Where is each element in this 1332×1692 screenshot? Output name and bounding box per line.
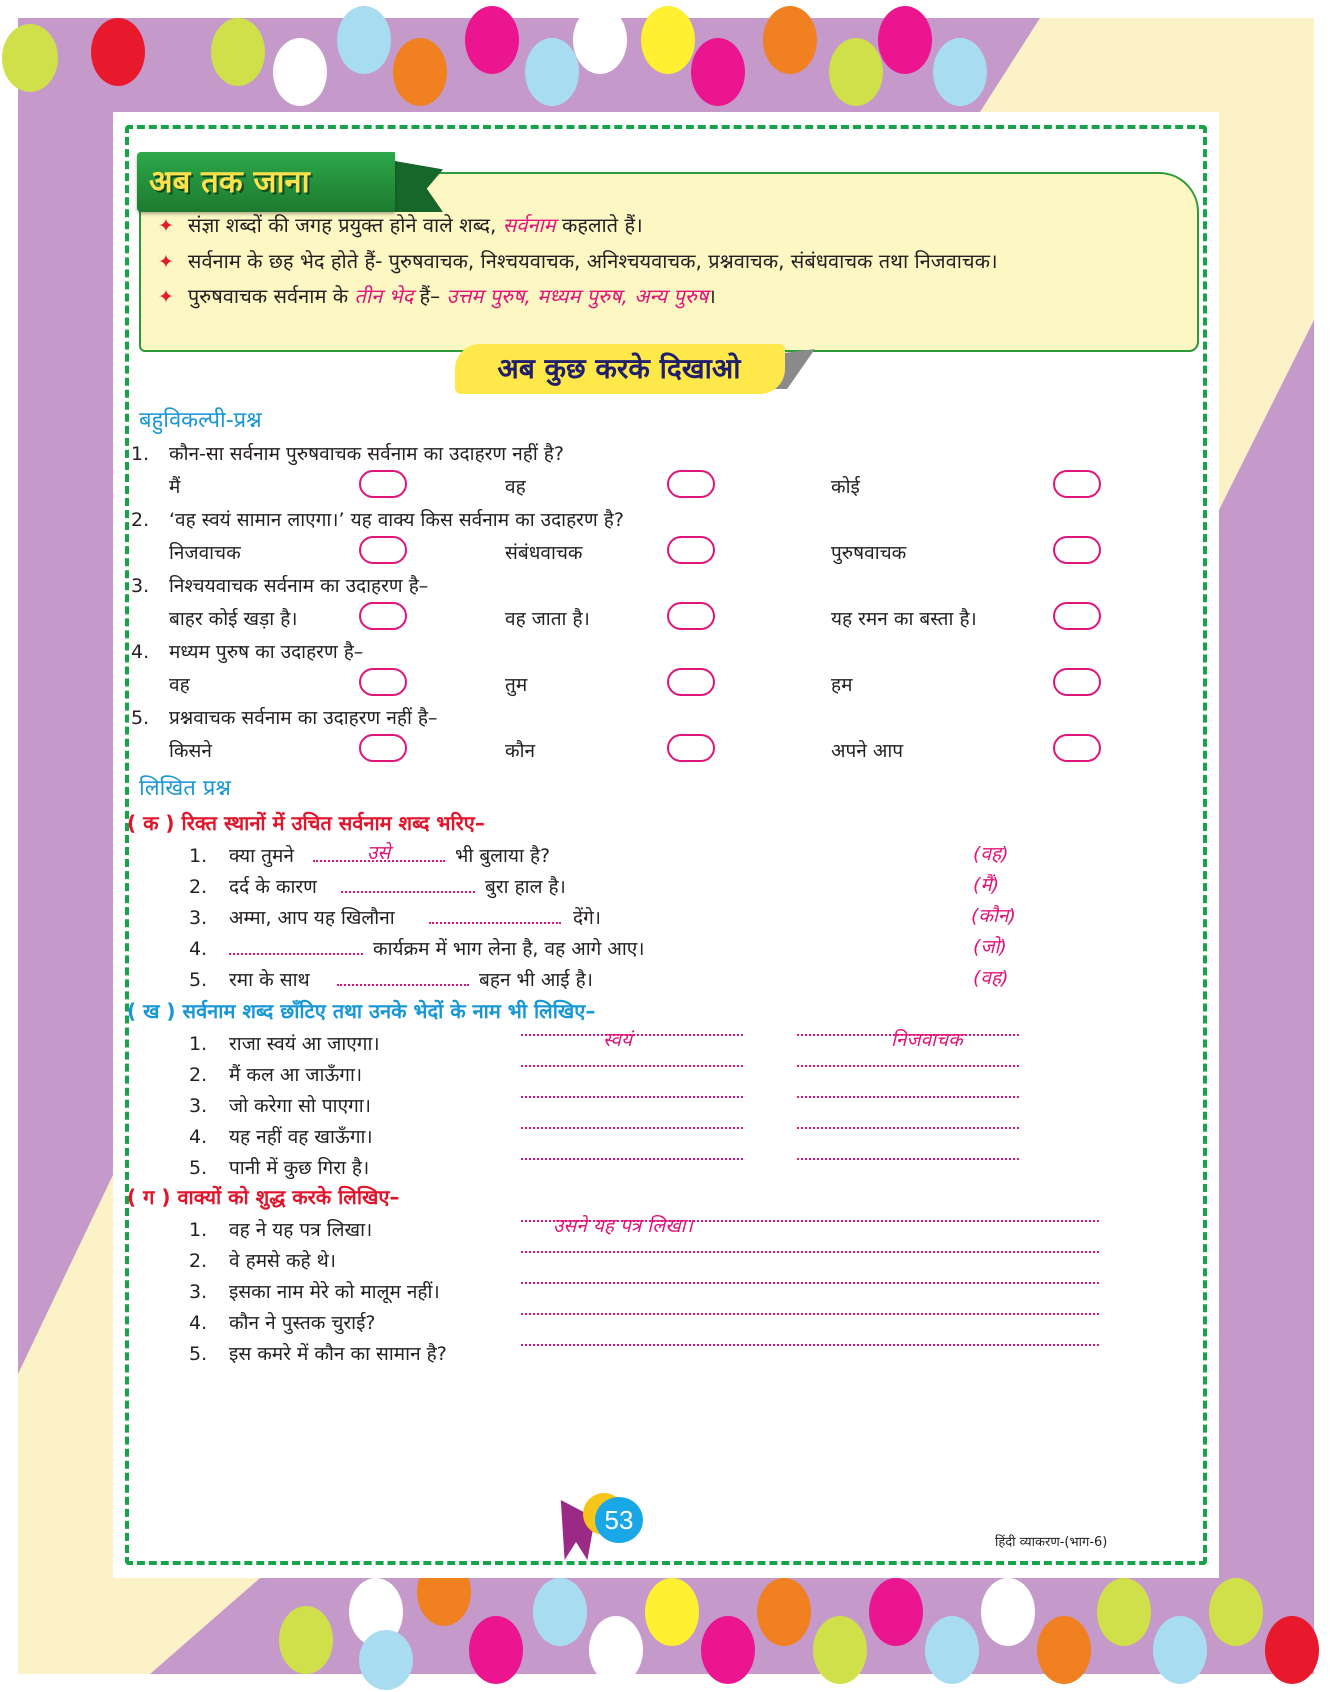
answer-oval[interactable] — [667, 602, 715, 630]
row-number: 4. — [189, 1312, 208, 1334]
answer-line[interactable] — [521, 1251, 1099, 1253]
answer-line-type[interactable] — [797, 1065, 1019, 1067]
option-label: बाहर कोई खड़ा है। — [169, 608, 298, 630]
worksheet-page — [113, 112, 1219, 1578]
answer-line-pronoun[interactable] — [521, 1127, 743, 1129]
row-number: 2. — [189, 876, 208, 898]
written-heading: लिखित प्रश्न — [139, 776, 231, 801]
mcq-heading: बहुविकल्पी-प्रश्न — [139, 408, 262, 433]
row-sentence: यह नहीं वह खाऊँगा। — [229, 1126, 373, 1148]
filled-answer: निजवाचक — [891, 1029, 963, 1051]
answer-oval[interactable] — [667, 536, 715, 564]
option-label: कोई — [831, 476, 860, 498]
row-sentence: कौन ने पुस्तक चुराई? — [229, 1312, 376, 1334]
known-item-text: पुरुषवाचक सर्वनाम के — [187, 284, 355, 308]
question-number: 3. — [131, 575, 150, 597]
row-text-before: क्या तुमने — [229, 845, 294, 867]
question-number: 2. — [131, 509, 150, 531]
row-sentence: इसका नाम मेरे को मालूम नहीं। — [229, 1281, 440, 1303]
option-label: मैं — [169, 476, 181, 498]
option-label: पुरुषवाचक — [831, 542, 907, 564]
blank-line[interactable] — [429, 922, 561, 924]
part-title: वाक्यों को शुद्ध करके लिखिए– — [177, 1185, 400, 1209]
row-text-after: भी बुलाया है? — [455, 845, 551, 867]
hint-word: (वह) — [973, 843, 1009, 865]
hint-word: (मैं) — [973, 874, 1000, 896]
row-number: 5. — [189, 1157, 208, 1179]
answer-oval[interactable] — [359, 536, 407, 564]
blank-line[interactable] — [337, 984, 469, 986]
answer-line-pronoun[interactable] — [521, 1065, 743, 1067]
answer-line[interactable] — [521, 1282, 1099, 1284]
row-number: 1. — [189, 1219, 208, 1241]
answer-oval[interactable] — [1053, 470, 1101, 498]
row-text-before: अम्मा, आप यह खिलौना — [229, 907, 395, 929]
option-label: वह — [505, 476, 526, 498]
row-text-after: बुरा हाल है। — [485, 876, 566, 898]
option-label: अपने आप — [831, 740, 904, 762]
star-bullet-icon: ✦ — [158, 286, 174, 308]
question-text: ‘वह स्वयं सामान लाएगा।’ यह वाक्य किस सर्वनाम का उदाहरण है? — [169, 509, 624, 531]
option-label: हम — [831, 674, 853, 696]
known-item-1 — [158, 212, 643, 239]
part-title: सर्वनाम शब्द छाँटिए तथा उनके भेदों के नाम भी लिखिए– — [182, 999, 596, 1023]
question-text: निश्चयवाचक सर्वनाम का उदाहरण है– — [169, 575, 429, 597]
known-item-emphasis: सर्वनाम — [502, 213, 556, 237]
row-sentence: वे हमसे कहे थे। — [229, 1250, 337, 1272]
question-number: 5. — [131, 707, 150, 729]
option-label: वह जाता है। — [505, 608, 590, 630]
answer-oval[interactable] — [1053, 602, 1101, 630]
question-number: 4. — [131, 641, 150, 663]
answer-line[interactable] — [521, 1313, 1099, 1315]
option-label: निजवाचक — [169, 542, 241, 564]
option-label: यह रमन का बस्ता है। — [831, 608, 977, 630]
answer-line-type[interactable] — [797, 1158, 1019, 1160]
part-ga-heading — [127, 1184, 399, 1210]
known-item-2 — [158, 248, 998, 275]
hint-word: (कौन) — [971, 905, 1016, 927]
known-item-text: संज्ञा शब्दों की जगह प्रयुक्त होने वाले शब्द, — [187, 213, 503, 237]
answer-oval[interactable] — [667, 668, 715, 696]
row-sentence: इस कमरे में कौन का सामान है? — [229, 1343, 447, 1365]
row-number: 2. — [189, 1064, 208, 1086]
question-number: 1. — [131, 443, 150, 465]
known-item-emphasis: उत्तम पुरुष, मध्यम पुरुष, अन्य पुरुष — [446, 284, 709, 308]
question-text: मध्यम पुरुष का उदाहरण है– — [169, 641, 364, 663]
hint-word: (जो) — [973, 936, 1007, 958]
known-item-text: सर्वनाम के छह भेद होते हैं- पुरुषवाचक, निश्चयवाचक, अनिश्चयवाचक, प्रश्नवाचक, संबंधवाचक तथा निजवाचक। — [187, 249, 998, 273]
row-sentence: वह ने यह पत्र लिखा। — [229, 1219, 373, 1241]
question-text: प्रश्नवाचक सर्वनाम का उदाहरण नहीं है– — [169, 707, 438, 729]
activity-title: अब कुछ करके दिखाओ — [497, 352, 741, 385]
part-kha-heading — [127, 998, 595, 1024]
answer-oval[interactable] — [359, 470, 407, 498]
row-number: 1. — [189, 1033, 208, 1055]
blank-line[interactable] — [341, 891, 475, 893]
answer-oval[interactable] — [1053, 668, 1101, 696]
row-number: 5. — [189, 969, 208, 991]
row-sentence: जो करेगा सो पाएगा। — [229, 1095, 371, 1117]
part-ka-heading — [127, 810, 485, 836]
answer-line-pronoun[interactable] — [521, 1096, 743, 1098]
answer-line-type[interactable] — [797, 1096, 1019, 1098]
option-label: संबंधवाचक — [505, 542, 583, 564]
part-label: ( क ) — [127, 811, 175, 835]
option-label: तुम — [505, 674, 528, 696]
row-text-after: बहन भी आई है। — [479, 969, 593, 991]
row-number: 4. — [189, 1126, 208, 1148]
known-item-text: हैं– — [413, 284, 447, 308]
star-bullet-icon: ✦ — [158, 215, 174, 237]
row-number: 1. — [189, 845, 208, 867]
answer-line-type[interactable] — [797, 1127, 1019, 1129]
known-item-3 — [158, 283, 716, 310]
row-text-after: देंगे। — [573, 907, 601, 929]
row-number: 3. — [189, 1095, 208, 1117]
hint-word: (वह) — [973, 967, 1009, 989]
row-number: 2. — [189, 1250, 208, 1272]
row-number: 5. — [189, 1343, 208, 1365]
row-text-before: रमा के साथ — [229, 969, 310, 991]
blank-line[interactable] — [229, 953, 363, 955]
row-text-before: दर्द के कारण — [229, 876, 317, 898]
row-number: 4. — [189, 938, 208, 960]
answer-line-pronoun[interactable] — [521, 1034, 743, 1036]
filled-answer: उसे — [367, 842, 391, 864]
row-sentence: पानी में कुछ गिरा है। — [229, 1157, 370, 1179]
filled-answer: उसने यह पत्र लिखा। — [553, 1215, 693, 1237]
option-label: वह — [169, 674, 190, 696]
filled-answer: स्वयं — [603, 1029, 632, 1051]
answer-oval[interactable] — [1053, 734, 1101, 762]
row-text-after: कार्यक्रम में भाग लेना है, वह आगे आए। — [373, 938, 645, 960]
known-item-text: । — [708, 284, 716, 308]
option-label: किसने — [169, 740, 212, 762]
page-number: 53 — [595, 1497, 643, 1543]
answer-oval[interactable] — [667, 734, 715, 762]
answer-oval[interactable] — [359, 668, 407, 696]
option-label: कौन — [505, 740, 536, 762]
question-text: कौन-सा सर्वनाम पुरुषवाचक सर्वनाम का उदाहरण नहीं है? — [169, 443, 564, 465]
part-title: रिक्त स्थानों में उचित सर्वनाम शब्द भरिए– — [181, 811, 485, 835]
known-item-text: कहलाते हैं। — [555, 213, 643, 237]
row-number: 3. — [189, 907, 208, 929]
answer-line[interactable] — [521, 1344, 1099, 1346]
answer-oval[interactable] — [359, 602, 407, 630]
row-sentence: राजा स्वयं आ जाएगा। — [229, 1033, 380, 1055]
book-title: हिंदी व्याकरण-(भाग-6) — [995, 1535, 1108, 1550]
answer-oval[interactable] — [1053, 536, 1101, 564]
part-label: ( ग ) — [127, 1185, 171, 1209]
star-bullet-icon: ✦ — [158, 251, 174, 273]
part-label: ( ख ) — [127, 999, 176, 1023]
answer-oval[interactable] — [359, 734, 407, 762]
row-sentence: मैं कल आ जाऊँगा। — [229, 1064, 363, 1086]
row-number: 3. — [189, 1281, 208, 1303]
known-item-emphasis: तीन भेद — [354, 284, 414, 308]
known-title: अब तक जाना — [149, 164, 310, 200]
answer-oval[interactable] — [667, 470, 715, 498]
answer-line-pronoun[interactable] — [521, 1158, 743, 1160]
